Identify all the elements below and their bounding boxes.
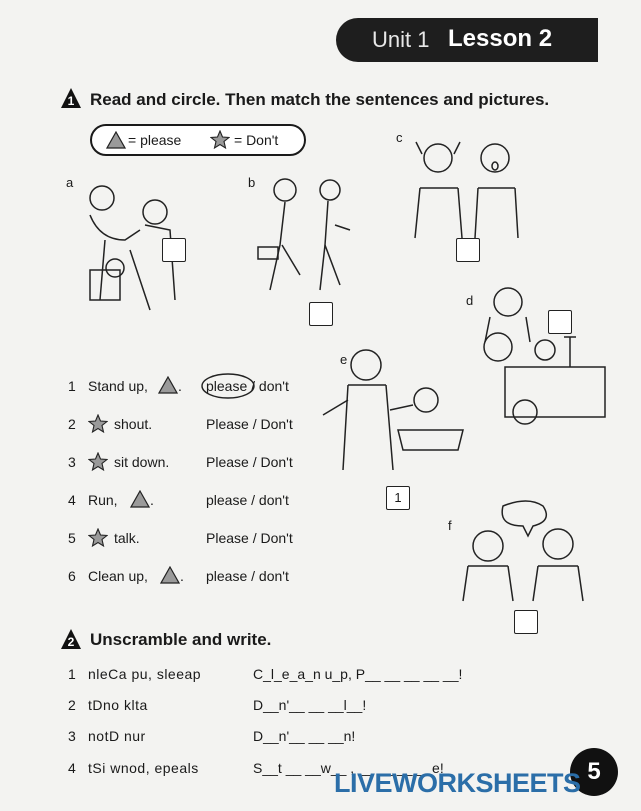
item-choice[interactable]: please / don't xyxy=(206,378,289,394)
triangle-icon xyxy=(160,566,180,584)
answer-field[interactable]: D__n'__ __ __l__! xyxy=(253,697,367,713)
triangle-icon xyxy=(130,490,150,508)
section-2-triangle-icon xyxy=(60,628,82,650)
legend-dont-text: = Don't xyxy=(234,132,279,148)
lesson-label: Lesson 2 xyxy=(448,25,553,52)
exercise-2-item-3 xyxy=(68,728,538,748)
item-number: 4 xyxy=(68,760,76,776)
item-text: Stand up, xyxy=(88,378,148,394)
picture-label-e: e xyxy=(340,352,348,367)
symbol-legend xyxy=(90,124,306,156)
scrambled-words: tDno klta xyxy=(88,697,148,713)
item-number: 4 xyxy=(68,492,76,508)
scrambled-words: tSi wnod, epeals xyxy=(88,760,199,776)
star-icon xyxy=(210,130,230,150)
picture-e-illustration xyxy=(318,340,468,480)
answer-field[interactable]: C_l_e_a_n u_p, P__ __ __ __ __! xyxy=(253,666,463,682)
picture-label-d: d xyxy=(466,293,474,308)
unit-lesson-banner xyxy=(336,18,598,62)
picture-d-illustration xyxy=(470,282,610,427)
answer-box-e[interactable]: 1 xyxy=(386,486,410,510)
item-number: 6 xyxy=(68,568,76,584)
scrambled-words: nleCa pu, sleeap xyxy=(88,666,202,682)
answer-box-c[interactable] xyxy=(456,238,480,262)
picture-label-b: b xyxy=(248,175,256,190)
exercise-2-item-1 xyxy=(68,666,538,686)
svg-text:1: 1 xyxy=(67,94,75,108)
picture-c-illustration xyxy=(400,128,530,248)
liveworksheets-watermark: LIVEWORKSHEETS xyxy=(334,768,581,798)
answer-box-d[interactable] xyxy=(548,310,572,334)
star-icon xyxy=(88,452,108,472)
answer-box-a[interactable] xyxy=(162,238,186,262)
answer-field[interactable]: D__n'__ __ __n! xyxy=(253,728,356,744)
item-text: Run, xyxy=(88,492,118,508)
picture-label-f: f xyxy=(448,518,452,533)
item-number: 3 xyxy=(68,728,76,744)
item-number: 1 xyxy=(68,666,76,682)
item-choice[interactable]: please / don't xyxy=(206,568,289,584)
unit-label: Unit 1 xyxy=(372,27,430,52)
section-1-title: Read and circle. Then match the sentences and pictures. xyxy=(90,90,550,109)
exercise-1-item-6: 6 Clean up, . please / don't xyxy=(68,568,289,584)
star-icon xyxy=(88,528,108,548)
exercise-1-item-3 xyxy=(68,454,338,474)
picture-f-illustration xyxy=(458,496,588,606)
item-text: Clean up, xyxy=(88,568,148,584)
item-number: 2 xyxy=(68,697,76,713)
page-number-badge: 5 xyxy=(570,748,618,796)
answer-box-f[interactable] xyxy=(514,610,538,634)
picture-label-c: c xyxy=(396,130,403,145)
item-choice[interactable]: Please / Don't xyxy=(206,530,293,546)
item-choice[interactable]: Please / Don't xyxy=(206,454,293,470)
item-text: talk. xyxy=(114,530,140,546)
triangle-icon xyxy=(106,131,126,149)
exercise-1-item-2 xyxy=(68,416,338,436)
exercise-1-item-1: 1 Stand up, . please / don't xyxy=(68,378,338,398)
item-text: shout. xyxy=(114,416,153,432)
item-number: 2 xyxy=(68,416,76,432)
item-number: 5 xyxy=(68,530,76,546)
triangle-icon xyxy=(158,376,178,394)
picture-b-illustration xyxy=(250,175,360,305)
item-number: 3 xyxy=(68,454,76,470)
section-2-title: Unscramble and write. xyxy=(90,630,272,649)
exercise-2-item-2 xyxy=(68,697,538,717)
item-text: sit down. xyxy=(114,454,170,470)
scrambled-words: notD nur xyxy=(88,728,146,744)
answer-field[interactable]: S__t __ __w__ , __ __ __ __e! xyxy=(253,760,444,776)
section-1-triangle-icon xyxy=(60,87,82,109)
item-choice[interactable]: please / don't xyxy=(206,492,289,508)
item-choice[interactable]: Please / Don't xyxy=(206,416,293,432)
svg-text:2: 2 xyxy=(67,635,75,649)
item-number: 1 xyxy=(68,378,76,394)
exercise-1-item-5 xyxy=(68,530,338,550)
answer-box-b[interactable] xyxy=(309,302,333,326)
exercise-1-item-4: 4 Run, . please / don't xyxy=(68,492,289,508)
picture-label-a: a xyxy=(66,175,74,190)
circled-answer-mark xyxy=(200,372,256,400)
star-icon xyxy=(88,414,108,434)
legend-please-text: = please xyxy=(128,132,182,148)
